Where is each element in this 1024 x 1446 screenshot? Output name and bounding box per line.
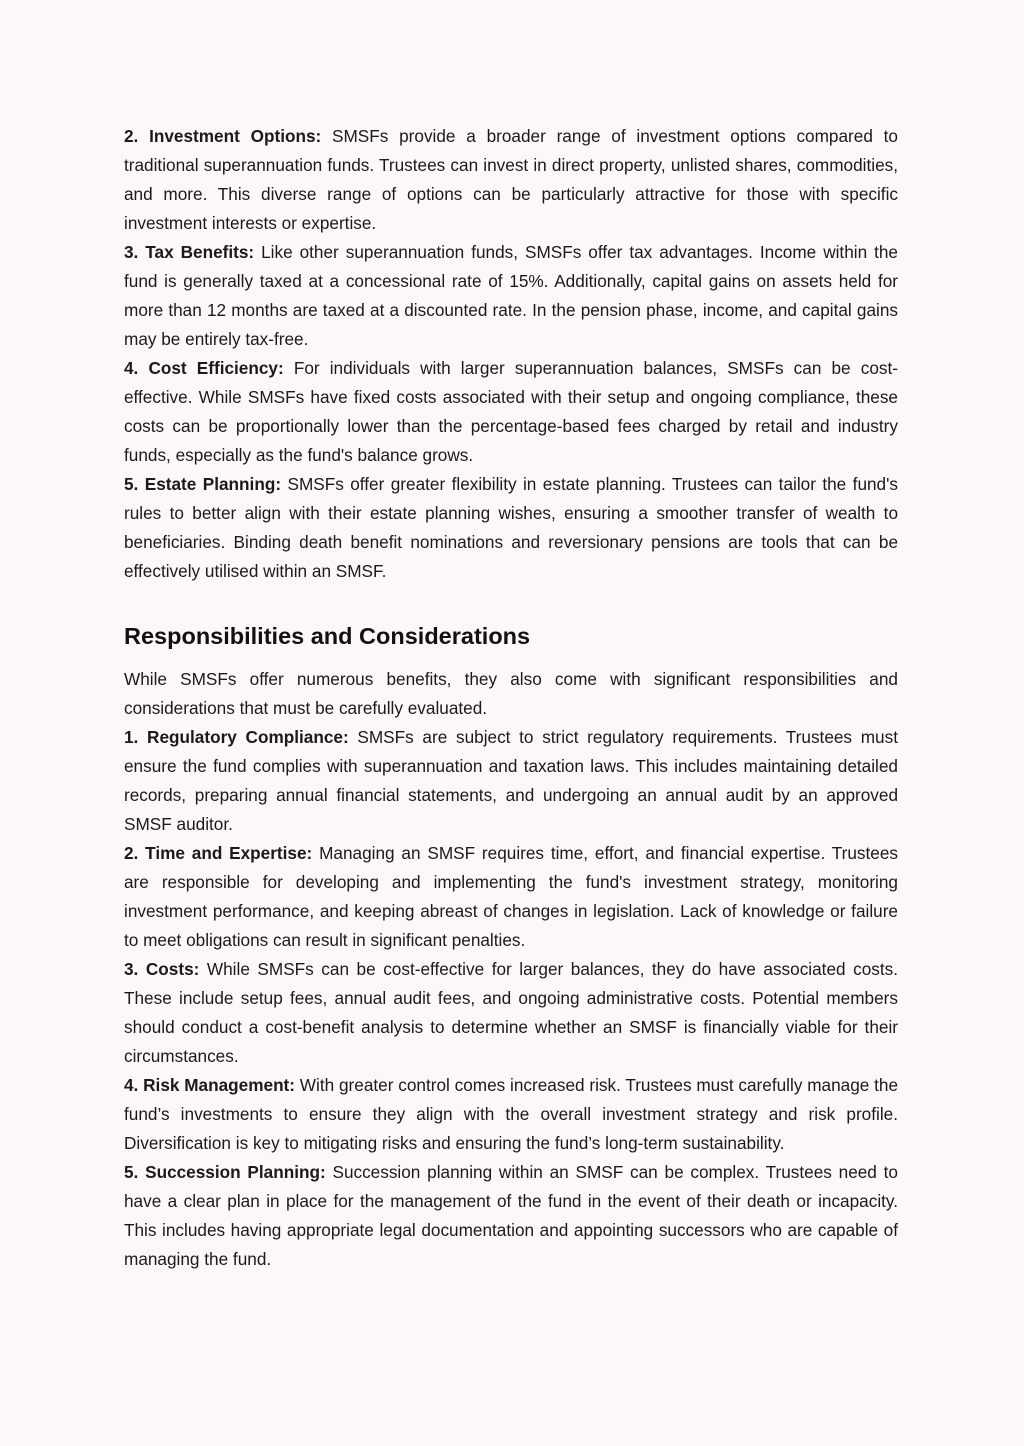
responsibility-time-expertise — [124, 839, 898, 955]
responsibility-risk-management — [124, 1071, 898, 1158]
section-spacer — [124, 586, 898, 609]
benefit-text: Like other superannuation funds, SMSFs offer tax advantages. Income within the fund is generally taxed at a concessional rate of 15%. Additionally, capital gains on assets held for more than 12 months are taxed at a discounted rate. In the pension phase, income, and capital gains may be entirely tax-free. — [124, 242, 898, 349]
benefit-label: 3. Tax Benefits: — [124, 242, 255, 262]
benefit-label: 5. Estate Planning: — [124, 474, 282, 494]
benefit-tax-benefits — [124, 238, 898, 354]
responsibility-text: Managing an SMSF requires time, effort, and financial expertise. Trustees are responsible for developing and implementing the fund's investment strategy, monitoring investment performance, and keeping abreast of changes in legislation. Lack of knowledge or failure to meet obligations can result in significant penalties. — [124, 843, 898, 950]
benefit-cost-efficiency — [124, 354, 898, 470]
benefit-text: For individuals with larger superannuation balances, SMSFs can be cost-effective. While SMSFs have fixed costs associated with their setup and ongoing compliance, these costs can be proportionally lower than the percentage-based fees charged by retail and industry funds, especially as the fund's balance grows. — [124, 358, 898, 465]
benefit-label: 4. Cost Efficiency: — [124, 358, 284, 378]
responsibility-label: 3. Costs: — [124, 959, 200, 979]
section-heading-responsibilities: Responsibilities and Considerations — [124, 623, 531, 649]
benefit-investment-options — [124, 122, 898, 238]
responsibility-regulatory-compliance — [124, 723, 898, 839]
responsibility-label: 2. Time and Expertise: — [124, 843, 313, 863]
responsibility-text: While SMSFs can be cost-effective for larger balances, they do have associated costs. These include setup fees, annual audit fees, and ongoing administrative costs. Potential members should conduct a cost-benefit analysis to determine whether an SMSF is financially viable for their circumstances. — [124, 959, 898, 1066]
responsibility-costs — [124, 955, 898, 1071]
benefit-estate-planning — [124, 470, 898, 586]
benefit-label: 2. Investment Options: — [124, 126, 322, 146]
responsibility-label: 1. Regulatory Compliance: — [124, 727, 349, 747]
benefit-text: SMSFs offer greater flexibility in estate planning. Trustees can tailor the fund's rules to better align with their estate planning wishes, ensuring a smoother transfer of wealth to beneficiaries. Binding death benefit nominations and reversionary pensions are tools that can be effectively utilised within an SMSF. — [124, 474, 898, 581]
responsibility-succession-planning — [124, 1158, 898, 1274]
responsibility-label: 4. Risk Management: — [124, 1075, 296, 1095]
responsibility-text: SMSFs are subject to strict regulatory requirements. Trustees must ensure the fund complies with superannuation and taxation laws. This includes maintaining detailed records, preparing annual financial statements, and undergoing an annual audit by an approved SMSF auditor. — [124, 727, 898, 834]
responsibility-label: 5. Succession Planning: — [124, 1162, 326, 1182]
responsibility-text: With greater control comes increased risk. Trustees must carefully manage the fund’s investments to ensure they align with the overall investment strategy and risk profile. Diversification is key to mitigating risks and ensuring the fund’s long-term sustainability. — [124, 1075, 899, 1153]
benefit-text: SMSFs provide a broader range of investment options compared to traditional superannuation funds. Trustees can invest in direct property, unlisted shares, commodities, and more. This diverse range of options can be particularly attractive for those with specific investment interests or expertise. — [124, 126, 898, 233]
responsibility-text: Succession planning within an SMSF can be complex. Trustees need to have a clear plan in place for the management of the fund in the event of their death or incapacity. This includes having appropriate legal documentation and appointing successors who are capable of managing the fund. — [124, 1162, 898, 1269]
responsibilities-intro: While SMSFs offer numerous benefits, they also come with significant responsibilities and considerations that must be carefully evaluated. — [124, 669, 898, 718]
